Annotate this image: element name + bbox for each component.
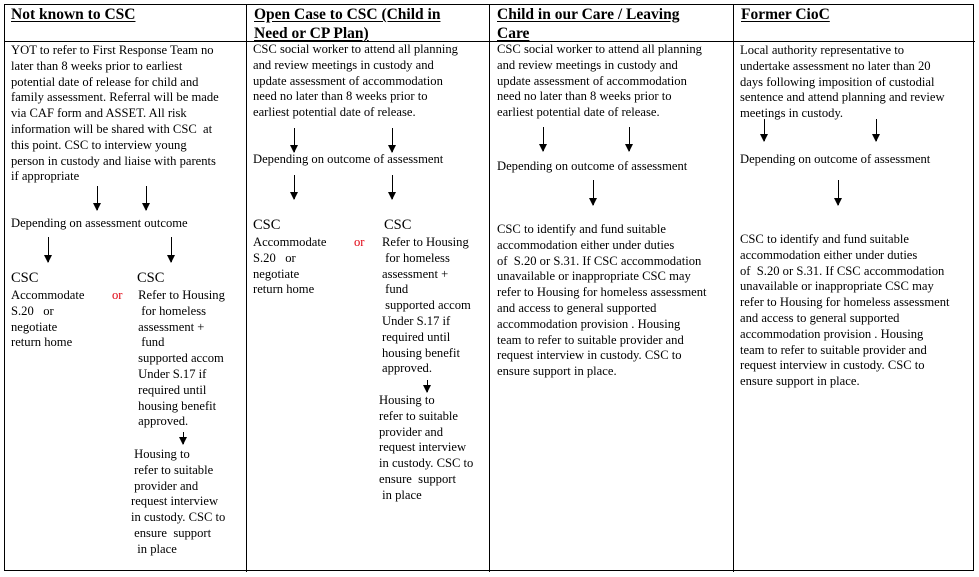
arrow-down-icon	[764, 119, 765, 141]
intro-text: Local authority representative to undertake assessment no later than 20 days following imposition of custodial sentence and attend planning and review meetings in custody.	[740, 43, 945, 121]
option-title: CSC	[384, 217, 412, 233]
column-heading: Former CioC	[741, 6, 830, 23]
arrow-down-icon	[427, 380, 428, 392]
intro-text: YOT to refer to First Response Team no later than 8 weeks prior to earliest potential date of release for child and family assessment. Referral will be made via CAF form and ASSET. All risk information will be shared with CSC at this point. CSC to interview young person in custody and liaise with parents if appropriate	[11, 43, 219, 184]
intro-text: CSC social worker to attend all planning and review meetings in custody and update assessment of accommodation need no later than 8 weeks prior to earliest potential date of release.	[253, 42, 458, 120]
option-refer-housing-text: Refer to Housing for homeless assessment + fund supported accom Under S.17 if required until housing benefit approved.	[138, 288, 225, 429]
arrow-down-icon	[183, 432, 184, 444]
header-divider	[4, 41, 975, 42]
option-title: CSC	[253, 217, 281, 233]
arrow-down-icon	[392, 128, 393, 152]
arrow-down-icon	[543, 127, 544, 151]
intro-text: CSC social worker to attend all planning and review meetings in custody and update assessment of accommodation need no later than 8 weeks prior to earliest potential date of release.	[497, 42, 702, 120]
or-label: or	[354, 235, 365, 249]
column-divider	[246, 4, 247, 572]
arrow-down-icon	[593, 180, 594, 205]
option-accommodate-text: Accommodate S.20 or negotiate return home	[11, 288, 85, 350]
option-refer-housing-text: Refer to Housing for homeless assessment + fund supported accom Under S.17 if required until housing benefit approved.	[382, 235, 471, 376]
arrow-down-icon	[392, 175, 393, 199]
arrow-down-icon	[48, 237, 49, 262]
or-label: or	[112, 288, 123, 302]
column-divider	[489, 4, 490, 572]
arrow-down-icon	[97, 186, 98, 210]
depending-text: Depending on outcome of assessment	[497, 159, 688, 173]
arrow-down-icon	[629, 127, 630, 151]
outcome-text: CSC to identify and fund suitable accommodation either under duties of S.20 or S.31. If CSC accommodation unavailable or inappropriate CSC may refer to Housing for homeless assessment and access to general supported accommodation provision . Housing team to refer to suitable provider and request interview in custody. CSC to ensure support in place.	[497, 222, 707, 379]
column-heading: Not known to CSC	[11, 6, 136, 23]
arrow-down-icon	[171, 237, 172, 262]
column-heading: Child in our Care / Leaving Care	[497, 6, 680, 42]
depending-text: Depending on assessment outcome	[11, 216, 188, 230]
arrow-down-icon	[838, 180, 839, 205]
option-title: CSC	[137, 270, 165, 286]
outcome-text: CSC to identify and fund suitable accommodation either under duties of S.20 or S.31. If CSC accommodation unavailable or inappropriate CSC may refer to Housing for homeless assessment and access to general supported accommodation provision . Housing team to refer to suitable provider and request interview in custody. CSC to ensure support in place.	[740, 232, 950, 389]
housing-outcome-text: Housing to refer to suitable provider and request interview in custody. CSC to ensure support in place	[131, 447, 226, 556]
option-accommodate-text: Accommodate S.20 or negotiate return home	[253, 235, 327, 297]
column-heading: Open Case to CSC (Child in Need or CP Plan)	[254, 6, 441, 42]
depending-text: Depending on outcome of assessment	[740, 152, 931, 166]
housing-outcome-text: Housing to refer to suitable provider and request interview in custody. CSC to ensure support in place	[379, 393, 474, 502]
arrow-down-icon	[146, 186, 147, 210]
arrow-down-icon	[294, 128, 295, 152]
column-divider	[733, 4, 734, 572]
arrow-down-icon	[876, 119, 877, 141]
depending-text: Depending on outcome of assessment	[253, 152, 444, 166]
arrow-down-icon	[294, 175, 295, 199]
option-title: CSC	[11, 270, 39, 286]
